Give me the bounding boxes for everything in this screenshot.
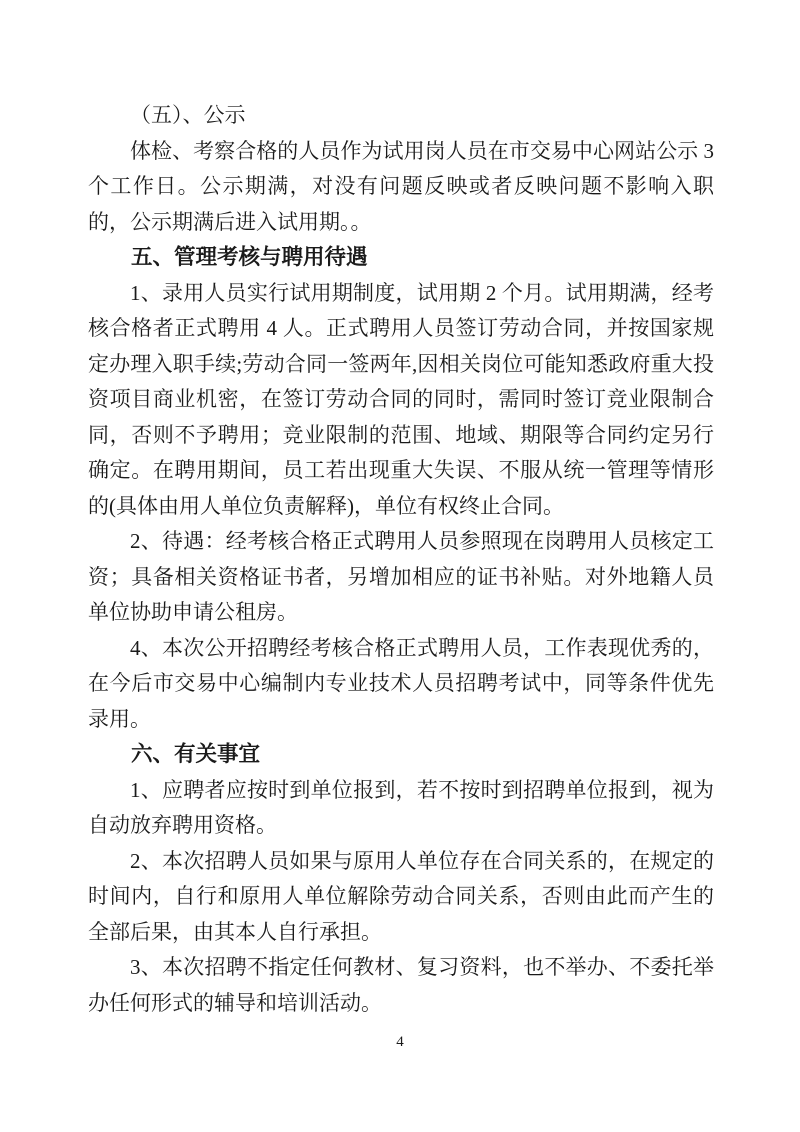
page-number: 4 <box>396 1034 404 1050</box>
section-heading: 六、有关事宜 <box>131 742 261 766</box>
section-heading: 五、管理考核与聘用待遇 <box>131 245 368 269</box>
paragraph: 4、本次公开招聘经考核合格正式聘用人员，工作表现优秀的，在今后市交易中心编制内专业技术人员招聘考试中，同等条件优先录用。 <box>88 635 714 731</box>
paragraph: 体检、考察合格的人员作为试用岗人员在市交易中心网站公示 3 个工作日。公示期满，对没有问题反映或者反映问题不影响入职的，公示期满后进入试用期。。 <box>88 138 714 234</box>
paragraph: 1、录用人员实行试用期制度，试用期 2 个月。试用期满，经考核合格者正式聘用 4 人。正式聘用人员签订劳动合同，并按国家规定办理入职手续;劳动合同一签两年,因相关岗位可能知悉政府重大投资项目商业机密，在签订劳动合同的同时，需同时签订竞业限制合同，否则不予聘用；竞业限制的范围、地域、期限等合同约定另行确定。在聘用期间，员工若出现重大失误、不服从统一管理等情形的(具体由用人单位负责解释)，单位有权终止合同。 <box>88 280 714 518</box>
paragraph: 2、待遇：经考核合格正式聘用人员参照现在岗聘用人员核定工资；具备相关资格证书者，另增加相应的证书补贴。对外地籍人员单位协助申请公租房。 <box>88 529 714 624</box>
page-footer <box>0 1032 800 1052</box>
paragraph: 3、本次招聘不指定任何教材、复习资料，也不举办、不委托举办任何形式的辅导和培训活动。 <box>88 955 714 1015</box>
paragraph: 1、应聘者应按时到单位报到，若不按时到招聘单位报到，视为自动放弃聘用资格。 <box>88 777 714 837</box>
section-subheading: （五）、公示 <box>130 103 246 127</box>
document-body <box>88 98 714 1021</box>
paragraph: 2、本次招聘人员如果与原用人单位存在合同关系的，在规定的时间内，自行和原用人单位解除劳动合同关系，否则由此而产生的全部后果，由其本人自行承担。 <box>88 848 714 944</box>
